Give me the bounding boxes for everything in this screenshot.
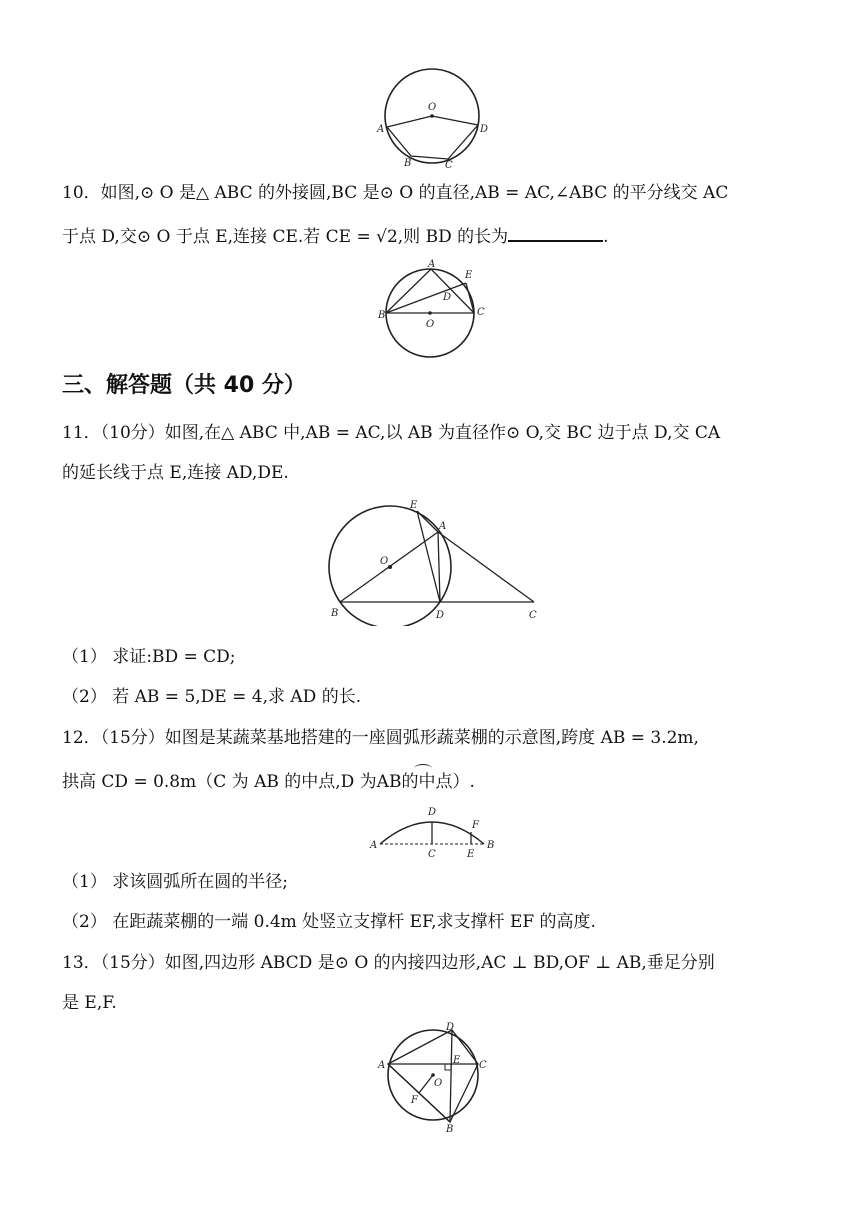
q10-line2-text: 于点 D,交⊙ O 于点 E,连接 CE.若 CE = √2,则 BD 的长为 (62, 227, 509, 247)
figure-q9 (370, 64, 490, 172)
label-A: A (378, 1060, 386, 1071)
label-C: C (479, 1060, 487, 1071)
arc-ab-mark (414, 764, 432, 773)
label-C: C (529, 610, 537, 621)
label-A: A (439, 521, 447, 532)
q13-line1: 13．（15分）如图,四边形 ABCD 是⊙ O 的内接四边形,AC ⊥ BD,OF ⊥ AB,垂足分别 (62, 953, 715, 973)
label-B: B (446, 1124, 454, 1134)
q13-line2: 是 E,F. (62, 993, 117, 1013)
q11-line1: 11．（10分）如图,在△ ABC 中,AB = AC,以 AB 为直径作⊙ O,交 BC 边于点 D,交 CA (62, 423, 721, 443)
section-heading: 三、解答题（共 40 分） (62, 373, 306, 398)
label-E: E (465, 270, 473, 281)
q11-part1: （1） 求证:BD = CD; (62, 647, 236, 667)
label-O: O (428, 102, 437, 113)
q12-line1: 12．（15分）如图是某蔬菜基地搭建的一座圆弧形蔬菜棚的示意图,跨度 AB = 3.2m, (62, 728, 699, 748)
label-D: D (480, 124, 489, 135)
polygon-abcd (387, 125, 478, 159)
label-B: B (487, 840, 495, 851)
q12-part2: （2） 在距蔬菜棚的一端 0.4m 处竖立支撑杆 EF,求支撑杆 EF 的高度. (62, 912, 596, 932)
label-D: D (446, 1022, 455, 1033)
label-C: C (428, 849, 436, 860)
label-C: C (477, 307, 485, 318)
q12-line2: 拱高 CD = 0.8m（C 为 AB 的中点,D 为AB的中点）. (62, 772, 475, 792)
label-E: E (467, 849, 475, 860)
label-B: B (331, 608, 339, 619)
q11-part2: （2） 若 AB = 5,DE = 4,求 AD 的长. (62, 687, 362, 707)
q10-line2 (62, 222, 609, 249)
label-A: A (370, 840, 378, 851)
label-O: O (380, 556, 389, 567)
figure-q12 (366, 806, 500, 862)
q12-part1: （1） 求该圆弧所在圆的半径; (62, 872, 288, 892)
label-E: E (453, 1055, 461, 1066)
label-F: F (472, 820, 479, 831)
label-O: O (426, 319, 435, 330)
label-B: B (404, 158, 412, 169)
figure-q13 (374, 1022, 490, 1134)
q10-line1: 10．如图,⊙ O 是△ ABC 的外接圆,BC 是⊙ O 的直径,AB = AC,∠ABC 的平分线交 AC (62, 183, 729, 203)
label-B: B (378, 310, 386, 321)
label-D: D (436, 610, 445, 621)
label-E: E (410, 500, 418, 511)
label-C: C (445, 160, 453, 171)
figure-q10 (376, 256, 492, 360)
label-D: D (428, 807, 437, 818)
answer-blank (508, 222, 603, 242)
label-F: F (411, 1095, 418, 1106)
q11-line2: 的延长线于点 E,连接 AD,DE. (62, 463, 289, 483)
q10-line2-end: . (603, 227, 609, 247)
label-O: O (434, 1078, 443, 1089)
label-A: A (377, 124, 385, 135)
label-D: D (443, 292, 452, 303)
figure-q11 (326, 494, 546, 626)
label-A: A (428, 259, 436, 270)
